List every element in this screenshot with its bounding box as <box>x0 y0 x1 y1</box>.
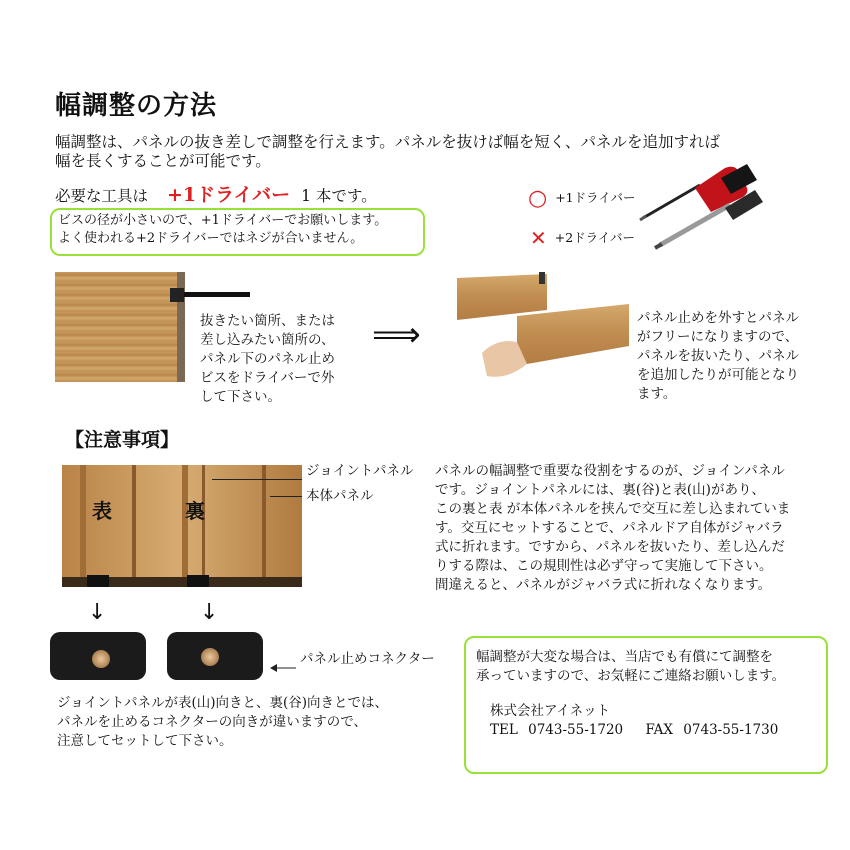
joint-panel-pointer <box>212 479 302 480</box>
fax-label: FAX <box>645 722 673 738</box>
caution-line: 間違えると、パネルがジャバラ式に折れなくなります。 <box>435 577 772 593</box>
tools-prefix: 必要な工具は <box>55 187 149 205</box>
caution-line: りする際は、この規則性は必ず守って実施して下さい。 <box>435 558 773 574</box>
down-arrow-icon: ↓ <box>200 600 219 625</box>
step2-line: ます。 <box>637 386 677 402</box>
step1-text <box>200 312 335 407</box>
fax-number: 0743-55-1730 <box>683 722 779 738</box>
step1-line: して下さい。 <box>200 389 281 405</box>
step1-line: パネル下のパネル止め <box>200 351 335 367</box>
screw-note-box <box>50 208 425 256</box>
connector-front-photo <box>50 632 146 680</box>
screw-icon <box>92 650 110 668</box>
required-tools <box>55 180 377 207</box>
caution-line: す。交互にセットすることで、パネルドア自体がジャバラ <box>435 520 784 536</box>
step1-line: 抜きたい箇所、または <box>200 313 335 329</box>
screw-icon <box>201 648 219 666</box>
panel-structure-image <box>62 465 302 587</box>
step2-line: がフリーになりますので、 <box>637 329 799 345</box>
tools-suffix: 1 本です。 <box>301 187 377 205</box>
tel-label: TEL <box>490 722 518 738</box>
panel-removal-photo <box>55 272 185 382</box>
caution-line: この裏と表 が本体パネルを挟んで交互に差し込まれていま <box>435 501 791 517</box>
panel-slide-photo <box>457 268 629 383</box>
step2-line: パネル止めを外すとパネル <box>637 310 799 326</box>
connector-note-line: パネルを止めるコネクターの向きが違いますので、 <box>57 714 367 730</box>
caution-line: パネルの幅調整で重要な役割をするのが、ジョインパネル <box>435 463 785 479</box>
intro-line-1: 幅調整は、パネルの抜き差しで調整を行えます。パネルを抜けば幅を短く、パネルを追加すれば <box>55 133 720 151</box>
step2-line: を追加したりが可能となり <box>637 367 799 383</box>
bad-driver-text: +2ドライバー <box>554 229 636 245</box>
screw-note-line-2: よく使われる+2ドライバーではネジが合いません。 <box>58 231 364 246</box>
connector-back-photo <box>167 632 263 680</box>
connector-note-line: 注意してセットして下さい。 <box>57 733 233 749</box>
company-name: 株式会社アイネット <box>490 703 611 719</box>
good-driver-label <box>528 186 636 211</box>
contact-line-1: 幅調整が大変な場合は、当店でも有償にて調整を <box>476 649 773 665</box>
page-title: 幅調整の方法 <box>55 91 218 121</box>
caution-text <box>435 462 790 595</box>
step2-text <box>637 309 799 404</box>
back-label: 裏 <box>185 499 205 523</box>
panel-structure-photo <box>62 465 302 587</box>
connector-label: パネル止めコネクター <box>300 651 435 667</box>
left-arrow-icon <box>270 663 296 673</box>
right-arrow-icon: ⟹ <box>372 315 421 355</box>
screwdriver-shaft-image <box>170 280 250 310</box>
connector-note <box>57 694 388 751</box>
contact-phone-fax <box>490 721 826 740</box>
caution-line: 式に折れます。ですから、パネルを抜いたり、差し込んだ <box>435 539 785 555</box>
bad-driver-label <box>530 226 635 250</box>
body-panel-label: 本体パネル <box>306 488 374 504</box>
down-arrow-icon: ↓ <box>88 600 107 625</box>
step1-line: ビスをドライバーで外 <box>200 370 335 386</box>
contact-line-2: 承っていますので、お気軽にご連絡お願いします。 <box>476 668 786 684</box>
good-driver-text: +1ドライバー <box>555 190 636 205</box>
connector-pointer-arrow <box>270 658 296 677</box>
front-label: 表 <box>92 499 112 523</box>
body-panel-pointer <box>270 496 302 497</box>
screw-note-line-1: ビスの径が小さいので、+1ドライバーでお願いします。 <box>58 213 388 228</box>
connector-note-line: ジョイントパネルが表(山)向きと、裏(谷)向きとでは、 <box>57 695 389 711</box>
step1-line: 差し込みたい箇所の、 <box>200 332 335 348</box>
circle-mark-icon: ○ <box>528 186 548 211</box>
joint-panel-label: ジョイントパネル <box>306 463 414 479</box>
contact-box <box>464 636 828 774</box>
panel-slide-image <box>457 268 629 383</box>
cross-mark-icon: ✕ <box>530 226 547 250</box>
screwdriver-in-panel-photo <box>170 280 250 310</box>
tools-name: +1ドライバー <box>166 184 291 206</box>
tel-number[interactable]: 0743-55-1720 <box>528 722 624 738</box>
step2-line: パネルを抜いたり、パネル <box>637 348 799 364</box>
intro-line-2: 幅を長くすることが可能です。 <box>55 152 271 170</box>
caution-line: です。ジョイントパネルには、裏(谷)と表(山)があり、 <box>435 482 765 498</box>
caution-heading: 【注意事項】 <box>65 429 180 451</box>
